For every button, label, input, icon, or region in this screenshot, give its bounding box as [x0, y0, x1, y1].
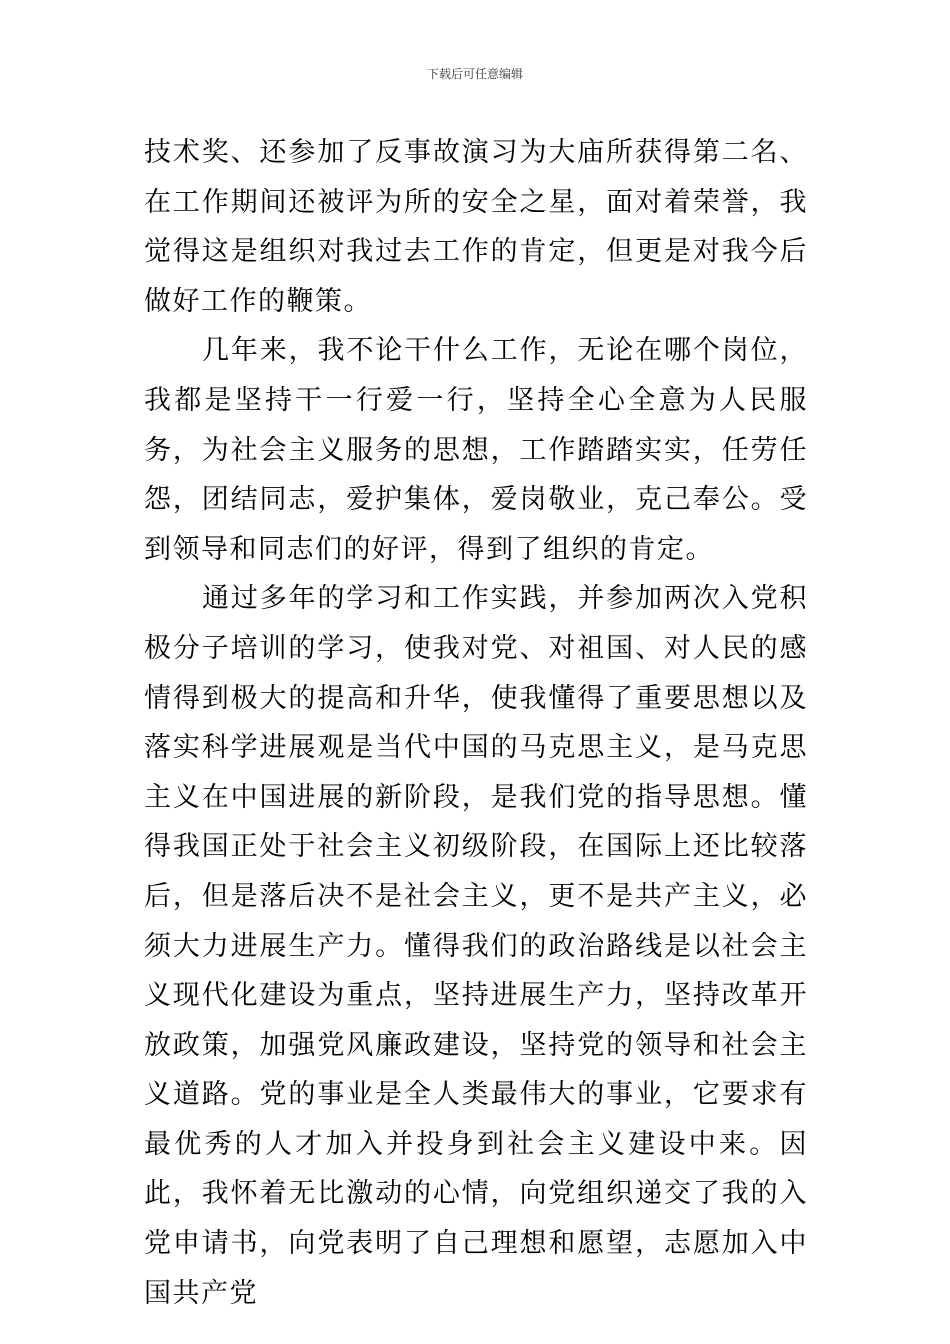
paragraph-3: 通过多年的学习和工作实践，并参加两次入党积极分子培训的学习，使我对党、对祖国、对人民的感情得到极大的提高和升华，使我懂得了重要思想以及落实科学进展观是当代中国的马克思主义，是马克思主义在中国进展的新阶段，是我们党的指导思想。懂得我国正处于社会主义初级阶段，在国际上还比较落后，但是落后决不是社会主义，更不是共产主义，必须大力进展生产力。懂得我们的政治路线是以社会主义现代化建设为重点，坚持进展生产力，坚持改革开放政策，加强党风廉政建设，坚持党的领导和社会主义道路。党的事业是全人类最伟大的事业，它要求有最优秀的人才加入并投身到社会主义建设中来。因此，我怀着无比激动的心情，向党组织递交了我的入党申请书，向党表明了自己理想和愿望，志愿加入中国共产党: [144, 583, 808, 1309]
page-header: 下载后可任意编辑: [426, 67, 523, 81]
document-body: [144, 128, 808, 1318]
paragraph-1: 技术奖、还参加了反事故演习为大庙所获得第二名、在工作期间还被评为所的安全之星，面对着荣誉，我觉得这是组织对我过去工作的肯定，但更是对我今后做好工作的鞭策。: [144, 137, 808, 317]
paragraph-2: 几年来，我不论干什么工作，无论在哪个岗位，我都是坚持干一行爱一行，坚持全心全意为人民服务，为社会主义服务的思想，工作踏踏实实，任劳任怨，团结同志，爱护集体，爱岗敬业，克己奉公。受到领导和同志们的好评，得到了组织的肯定。: [144, 335, 808, 565]
